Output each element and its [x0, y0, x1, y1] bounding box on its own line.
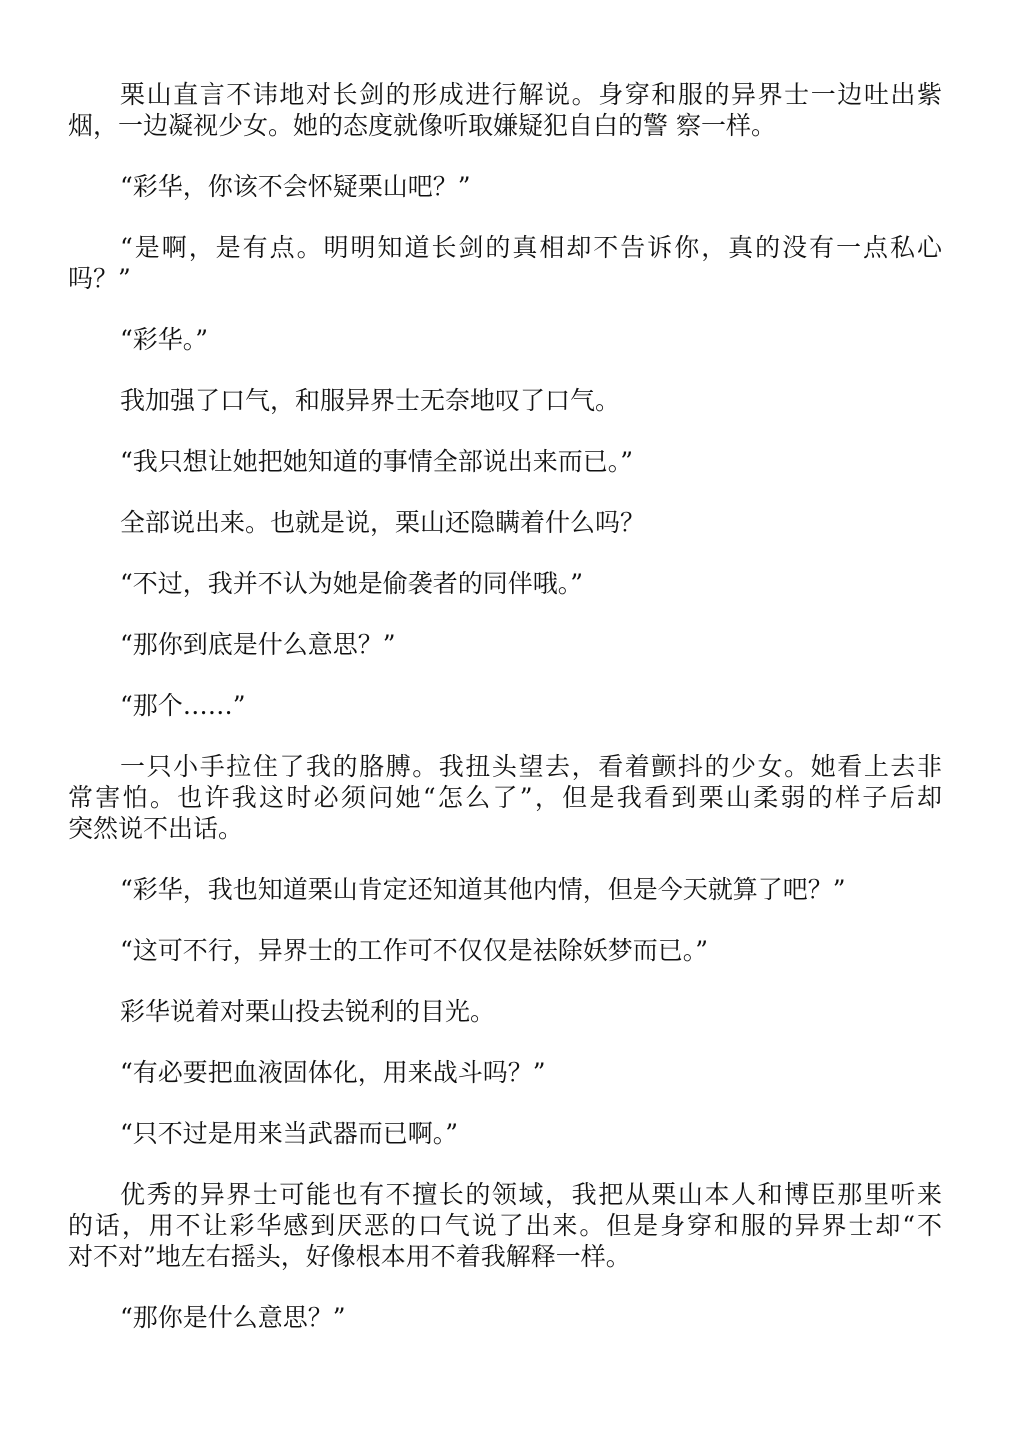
paragraph	[68, 568, 942, 599]
paragraph-line: 一只小手拉住了我的胳膊。我扭头望去，看着颤抖的少女。她看上去非	[120, 752, 942, 781]
paragraph	[68, 446, 942, 477]
paragraph-line: “是啊，是有点。明明知道长剑的真相却不告诉你，真的没有一点私心	[120, 233, 942, 262]
paragraph	[68, 629, 942, 660]
paragraph	[68, 996, 942, 1027]
paragraph-line: “彩华。”	[120, 325, 209, 354]
paragraph	[68, 79, 942, 141]
paragraph	[68, 1179, 942, 1272]
paragraph-line: 烟，一边凝视少女。她的态度就像听取嫌疑犯自白的警 察一样。	[68, 111, 776, 140]
paragraph	[68, 232, 942, 294]
paragraph	[68, 171, 942, 202]
paragraph-line: 我加强了口气，和服异界士无奈地叹了口气。	[120, 386, 621, 415]
paragraph-line: “那你是什么意思？”	[120, 1303, 346, 1332]
paragraph-line: 全部说出来。也就是说，栗山还隐瞒着什么吗？	[120, 508, 646, 537]
paragraph	[68, 385, 942, 416]
paragraph-line: 彩华说着对栗山投去锐利的目光。	[120, 997, 496, 1026]
paragraph	[68, 1302, 942, 1333]
paragraph-line: “有必要把血液固体化，用来战斗吗？”	[120, 1058, 546, 1087]
paragraph-line: “那你到底是什么意思？”	[120, 630, 396, 659]
paragraph-line: 吗？”	[68, 264, 131, 293]
paragraph	[68, 507, 942, 538]
paragraph-line: “我只想让她把她知道的事情全部说出来而已。”	[120, 447, 634, 476]
paragraph-line: 的话，用不让彩华感到厌恶的口气说了出来。但是身穿和服的异界士却“不	[68, 1211, 942, 1240]
paragraph	[68, 1118, 942, 1149]
paragraph-line: 对不对”地左右摇头，好像根本用不着我解释一样。	[68, 1242, 631, 1271]
paragraph-line: “那个……”	[120, 691, 246, 720]
paragraph-line: 优秀的异界士可能也有不擅长的领域，我把从栗山本人和博臣那里听来	[120, 1180, 942, 1209]
paragraph-line: “不过，我并不认为她是偷袭者的同伴哦。”	[120, 569, 584, 598]
paragraph-line: 常害怕。也许我这时必须问她“怎么了”，但是我看到栗山柔弱的样子后却	[68, 783, 942, 812]
paragraph-line: “彩华，我也知道栗山肯定还知道其他内情，但是今天就算了吧？”	[120, 875, 846, 904]
paragraph-line: “这可不行，异界士的工作可不仅仅是祛除妖梦而已。”	[120, 936, 709, 965]
document-page	[68, 79, 942, 1363]
paragraph	[68, 324, 942, 355]
paragraph-line: “彩华，你该不会怀疑栗山吧？”	[120, 172, 471, 201]
paragraph	[68, 874, 942, 905]
paragraph-line: 栗山直言不讳地对长剑的形成进行解说。身穿和服的异界士一边吐出紫	[120, 80, 942, 109]
paragraph	[68, 751, 942, 844]
paragraph	[68, 935, 942, 966]
paragraph	[68, 690, 942, 721]
paragraph-line: “只不过是用来当武器而已啊。”	[120, 1119, 459, 1148]
paragraph-line: 突然说不出话。	[68, 814, 244, 843]
paragraph	[68, 1057, 942, 1088]
